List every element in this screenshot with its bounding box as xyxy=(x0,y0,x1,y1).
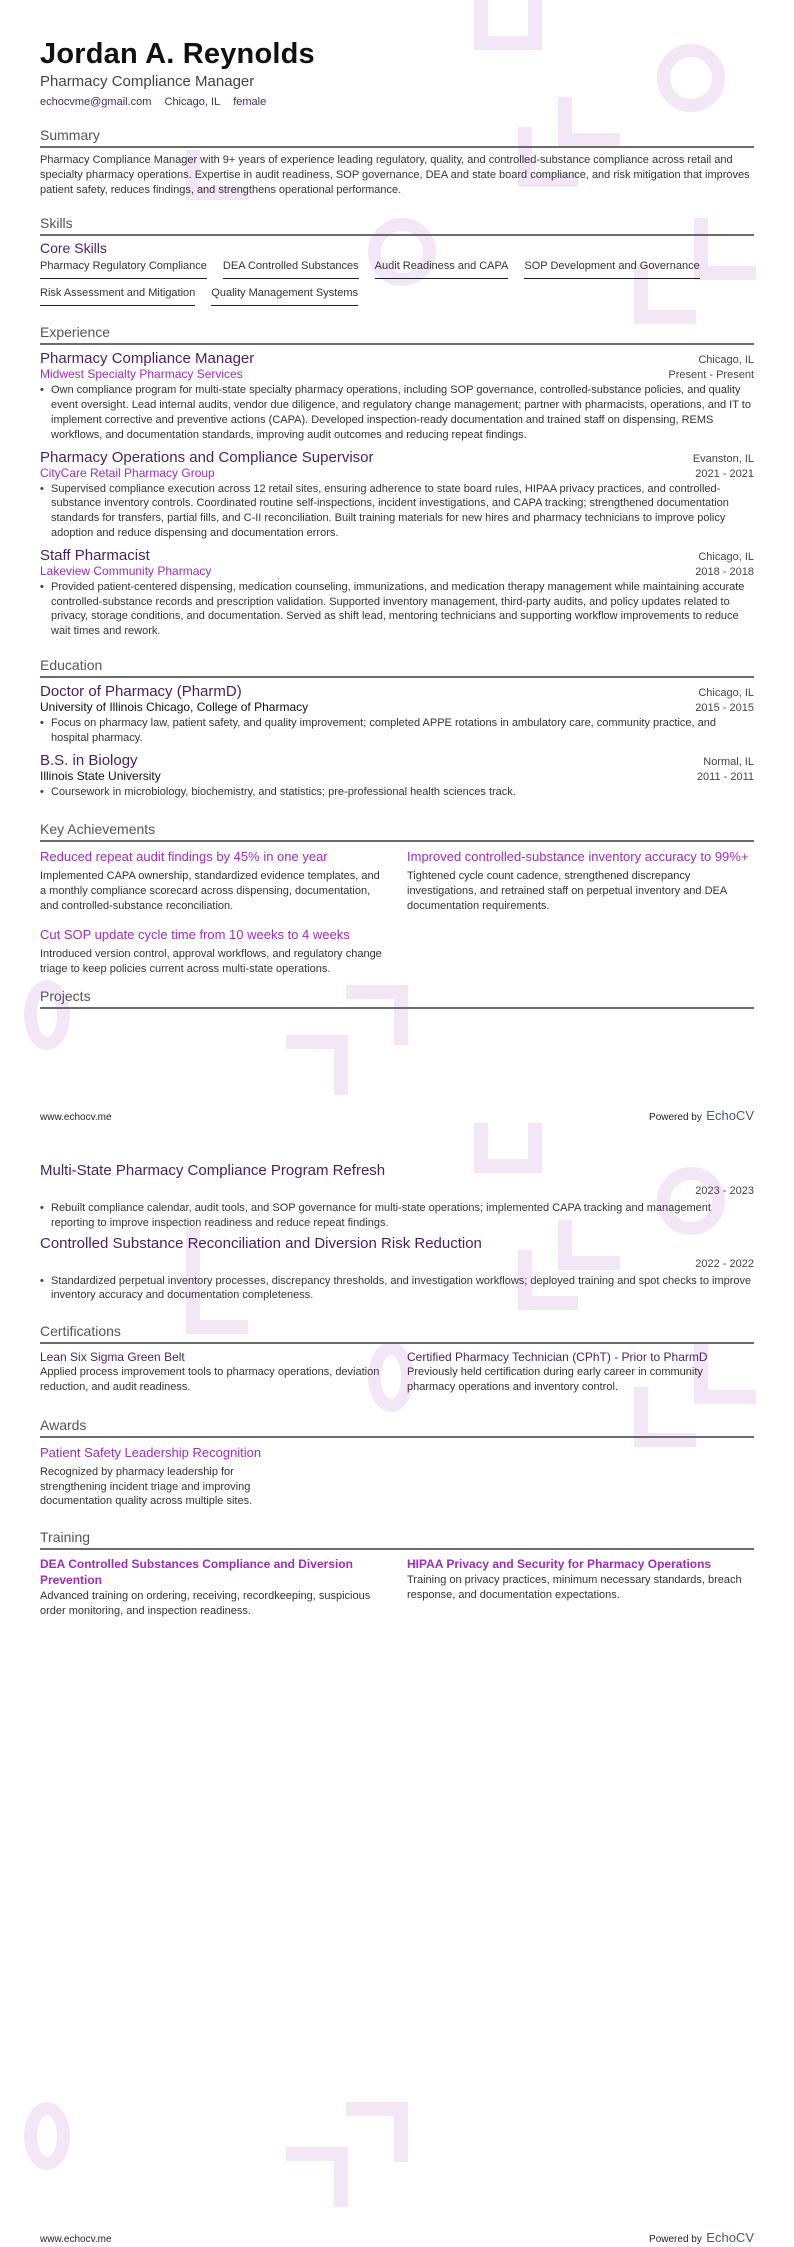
achievement-desc: Implemented CAPA ownership, standardized evidence templates, and a monthly compliance scorecard across dispensing, documentation, and controlled-substance reconciliation. xyxy=(40,870,380,912)
decor-ring-bottom-left xyxy=(24,2102,70,2170)
achievement-desc: Tightened cycle count cadence, strengthened discrepancy investigations, and retrained staff on perpetual inventory and DEA documentation requirements. xyxy=(407,870,727,912)
education-dates: 2015 - 2015 xyxy=(695,701,754,714)
certification-title: Lean Six Sigma Green Belt xyxy=(40,1350,185,1365)
experience-entry xyxy=(40,449,754,541)
job-location: Chicago, IL xyxy=(698,354,754,367)
achievements-section xyxy=(40,821,754,976)
page-footer-2 xyxy=(40,2229,754,2247)
education-section xyxy=(40,657,754,799)
job-bullet: • Supervised compliance execution across 12 retail sites, ensuring adherence to state board rules, HIPAA privacy practices, and controlled-substance inventory controls. Coordinated routine self-inspections, incident investigations, and CAPA tracking; strengthened documentation standards for transfers, partial fills, and C-II reconciliation. Built training materials for new hires and pharmacy technicians to improve policy adoption and reduce dispensing and documentation errors. xyxy=(40,482,754,541)
job-title: Pharmacy Operations and Compliance Supervisor xyxy=(40,448,374,466)
skill-tag: Risk Assessment and Mitigation xyxy=(40,287,195,306)
section-title-education: Education xyxy=(40,657,754,678)
section-title-experience: Experience xyxy=(40,324,754,345)
section-title-skills: Skills xyxy=(40,215,754,236)
experience-entry xyxy=(40,547,754,639)
job-company: Midwest Specialty Pharmacy Services xyxy=(40,367,243,382)
section-title-projects: Projects xyxy=(40,988,754,1009)
project-dates: 2023 - 2023 xyxy=(695,1185,754,1197)
project-entry xyxy=(40,1162,754,1231)
achievement-item xyxy=(40,848,387,913)
school-name: Illinois State University xyxy=(40,768,161,783)
skills-group-title: Core Skills xyxy=(40,240,107,257)
awards-section xyxy=(40,1417,754,1509)
achievement-item xyxy=(40,926,387,977)
skill-tag: SOP Development and Governance xyxy=(524,260,699,279)
decor-bracket-bottom-1 xyxy=(346,2102,408,2162)
training-desc: Training on privacy practices, minimum necessary standards, breach response, and documentation expectations. xyxy=(407,1574,742,1601)
achievement-title: Improved controlled-substance inventory accuracy to 99%+ xyxy=(407,849,749,865)
job-company: Lakeview Community Pharmacy xyxy=(40,563,212,578)
experience-entry xyxy=(40,350,754,442)
skill-tag: DEA Controlled Substances xyxy=(223,260,359,279)
page-footer-1 xyxy=(40,1107,754,1125)
candidate-headline: Pharmacy Compliance Manager xyxy=(40,73,255,90)
degree-title: B.S. in Biology xyxy=(40,751,138,769)
certification-title: Certified Pharmacy Technician (CPhT) - Prior to PharmD xyxy=(407,1350,708,1365)
job-dates: 2018 - 2018 xyxy=(695,565,754,578)
education-dates: 2011 - 2011 xyxy=(696,770,754,783)
training-desc: Advanced training on ordering, receiving, recordkeeping, suspicious order monitoring, and inspection readiness. xyxy=(40,1590,371,1617)
job-title: Pharmacy Compliance Manager xyxy=(40,350,255,368)
job-bullet: • Provided patient-centered dispensing, medication counseling, immunizations, and medication therapy management while maintaining accurate controlled-substance records and prescription validation. Supported inventory management, third-party audits, and policy updates related to privacy, storage conditions, and documentation. Served as shift lead, mentoring technicians and supporting workflow improvements to reduce wait times and rework. xyxy=(40,580,754,639)
training-title: DEA Controlled Substances Compliance and Diversion Prevention xyxy=(40,1557,353,1588)
project-dates: 2022 - 2022 xyxy=(695,1257,754,1270)
contact-line xyxy=(40,96,754,108)
summary-text: Pharmacy Compliance Manager with 9+ years of experience leading regulatory, quality, and controlled-substance compliance across retail and specialty pharmacy operations. Expertise in audit readiness, SOP governance, DEA and state board compliance, and risk mitigation that improves patient safety, reduces findings, and strengthens operational performance. xyxy=(40,154,750,196)
achievement-title: Reduced repeat audit findings by 45% in one year xyxy=(40,849,328,865)
decor-bracket-bottom-2 xyxy=(286,2147,348,2207)
resume-page-1 xyxy=(40,38,754,1009)
candidate-name: Jordan A. Reynolds xyxy=(40,38,315,70)
section-title-awards: Awards xyxy=(40,1417,754,1438)
project-title: Controlled Substance Reconciliation and Diversion Risk Reduction xyxy=(40,1234,482,1252)
section-title-certifications: Certifications xyxy=(40,1323,754,1344)
job-company: CityCare Retail Pharmacy Group xyxy=(40,465,215,480)
summary-section xyxy=(40,127,754,197)
degree-title: Doctor of Pharmacy (PharmD) xyxy=(40,682,242,700)
skill-tag: Pharmacy Regulatory Compliance xyxy=(40,260,207,279)
footer-url[interactable]: www.echocv.me xyxy=(40,1112,112,1123)
powered-by-label: Powered by xyxy=(649,2234,702,2245)
footer-url[interactable]: www.echocv.me xyxy=(40,2234,112,2245)
skills-list xyxy=(40,260,754,314)
job-location: Chicago, IL xyxy=(698,550,754,563)
achievement-item xyxy=(407,848,754,913)
training-item xyxy=(407,1556,754,1619)
section-title-training: Training xyxy=(40,1529,754,1550)
award-desc: Recognized by pharmacy leadership for strengthening incident triage and improving documentation quality across multiple sites. xyxy=(40,1465,253,1508)
skill-tag: Audit Readiness and CAPA xyxy=(375,260,509,279)
training-title: HIPAA Privacy and Security for Pharmacy Operations xyxy=(407,1557,712,1572)
contact-email[interactable]: echocvme@gmail.com xyxy=(40,96,152,108)
achievement-title: Cut SOP update cycle time from 10 weeks to 4 weeks xyxy=(40,926,350,942)
education-bullet: • Focus on pharmacy law, patient safety, and quality improvement; completed APPE rotations in ambulatory care, community practice, and hospital pharmacy. xyxy=(40,716,754,746)
school-name: University of Illinois Chicago, College of Pharmacy xyxy=(40,699,309,714)
education-bullet: • Coursework in microbiology, biochemistry, and statistics; pre-professional health sciences track. xyxy=(40,785,754,800)
achievement-desc: Introduced version control, approval workflows, and regulatory change triage to keep policies current across multi-state operations. xyxy=(40,947,382,975)
certifications-grid xyxy=(40,1350,754,1395)
training-section xyxy=(40,1529,754,1619)
job-bullet: • Own compliance program for multi-state specialty pharmacy operations, including SOP governance, controlled-substance policies, and quality event oversight. Lead internal audits, vendor due diligence, and regulatory change management; partner with pharmacists, operations, and IT to implement corrective and preventive actions (CAPA). Developed inspection-ready documentation and trained staff on dispensing, REMS workflows, and documentation standards, improving audit outcomes and reducing repeat findings. xyxy=(40,383,754,442)
award-title: Patient Safety Leadership Recognition xyxy=(40,1444,262,1460)
training-grid xyxy=(40,1556,754,1619)
certifications-section xyxy=(40,1323,754,1395)
skill-tag: Quality Management Systems xyxy=(211,287,358,306)
skills-section xyxy=(40,215,754,314)
resume-page-2 xyxy=(40,1162,754,1619)
header xyxy=(40,38,754,108)
school-location: Normal, IL xyxy=(703,755,754,768)
project-bullet: • Standardized perpetual inventory processes, discrepancy thresholds, and investigation workflows; deployed training and spot checks to improve inventory accuracy and documentation completeness. xyxy=(40,1274,754,1304)
certification-desc: Applied process improvement tools to pharmacy operations, deviation reduction, and audit readiness. xyxy=(40,1366,380,1393)
footer-powered xyxy=(649,1107,754,1125)
project-title: Multi-State Pharmacy Compliance Program Refresh xyxy=(40,1162,386,1179)
project-bullet: • Rebuilt compliance calendar, audit tools, and SOP governance for multi-state operations; implemented CAPA tracking and management reporting to improve inspection readiness and reduce repeat findings. xyxy=(40,1201,754,1231)
job-title: Staff Pharmacist xyxy=(40,546,150,564)
education-entry xyxy=(40,752,754,800)
certification-item xyxy=(40,1350,387,1395)
footer-powered xyxy=(649,2229,754,2247)
training-item xyxy=(40,1556,387,1619)
certification-desc: Previously held certification during early career in community pharmacy operations and inventory control. xyxy=(407,1366,703,1393)
brand-logo[interactable]: EchoCV xyxy=(706,1108,754,1123)
certification-item xyxy=(407,1350,754,1395)
achievements-grid xyxy=(40,848,754,976)
section-title-achievements: Key Achievements xyxy=(40,821,754,842)
decor-bracket-achievements-2 xyxy=(286,1035,348,1095)
education-entry xyxy=(40,683,754,746)
section-title-summary: Summary xyxy=(40,127,754,148)
award-item xyxy=(40,1444,280,1509)
experience-section xyxy=(40,324,754,639)
brand-logo[interactable]: EchoCV xyxy=(706,2230,754,2245)
project-entry xyxy=(40,1235,754,1304)
school-location: Chicago, IL xyxy=(698,686,754,699)
job-dates: Present - Present xyxy=(668,369,754,382)
contact-location: Chicago, IL xyxy=(164,96,221,108)
job-location: Evanston, IL xyxy=(692,452,754,465)
job-dates: 2021 - 2021 xyxy=(695,467,754,480)
powered-by-label: Powered by xyxy=(649,1112,702,1123)
projects-section-header xyxy=(40,988,754,1009)
contact-gender: female xyxy=(233,96,267,108)
